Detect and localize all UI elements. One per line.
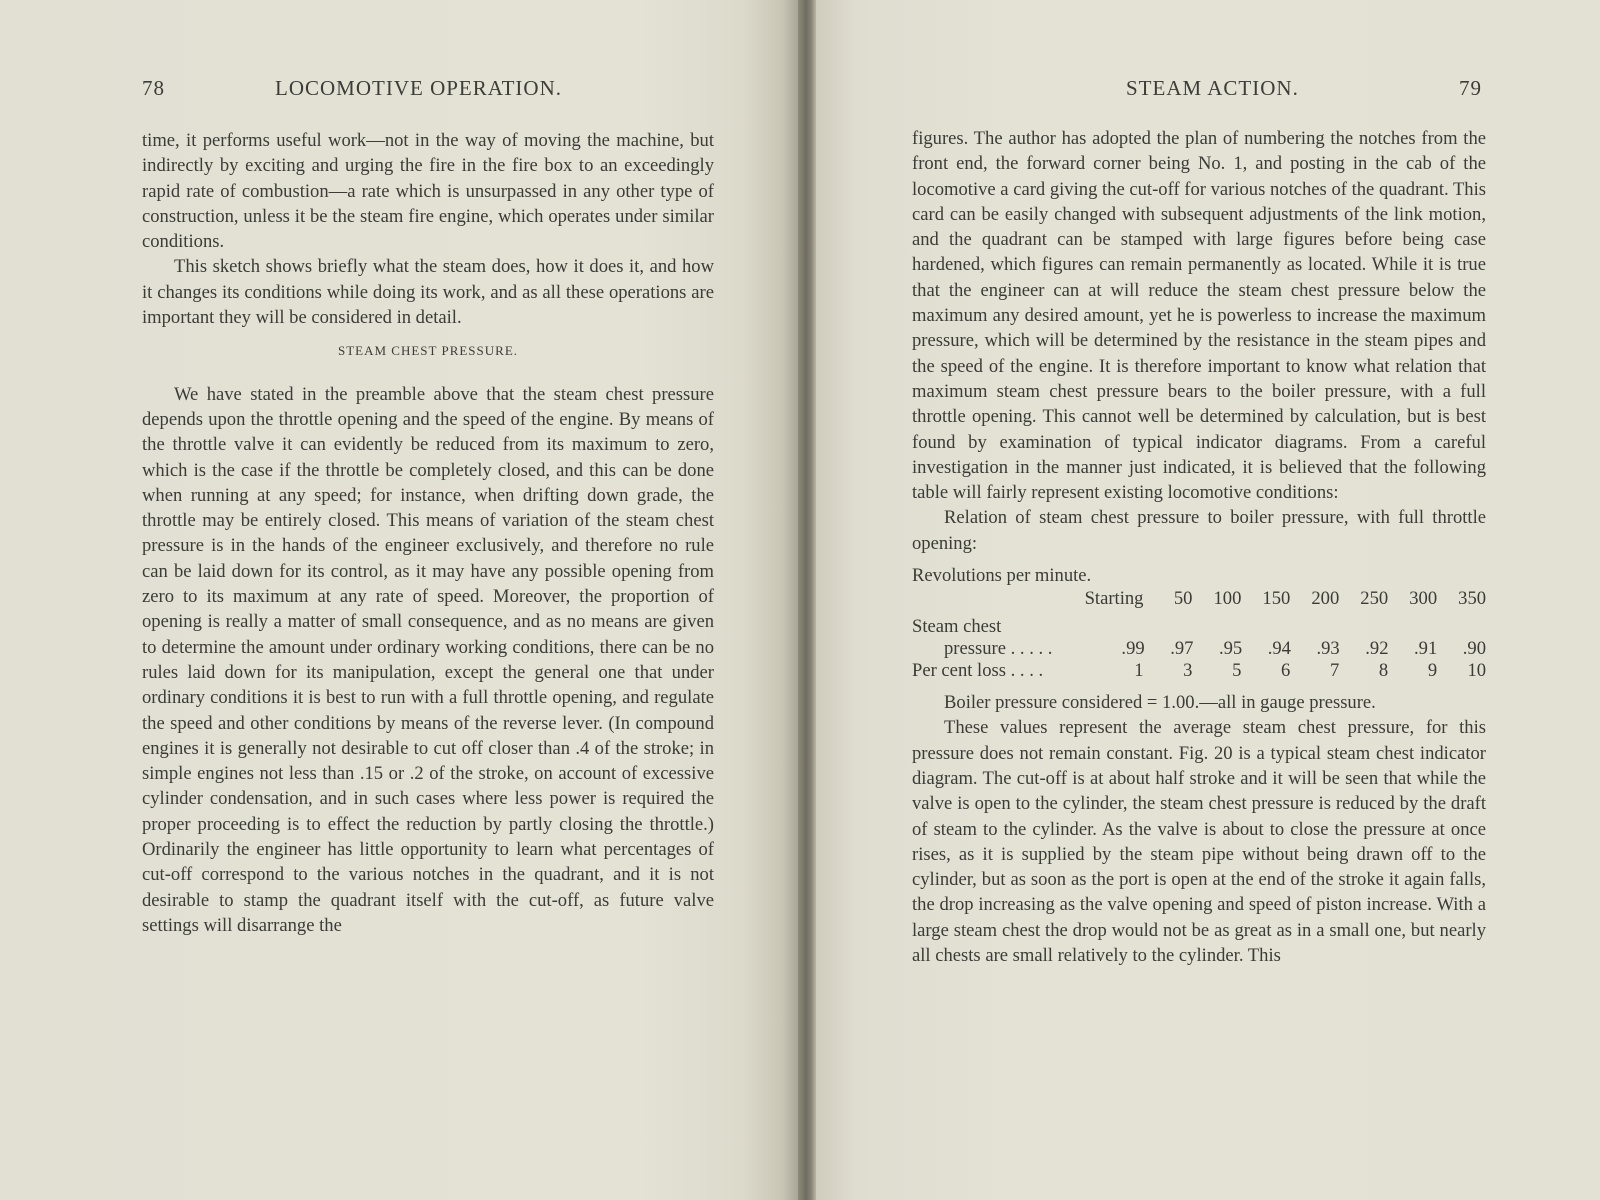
right-page-number: 79	[1459, 76, 1482, 100]
table-cell: 8	[1378, 660, 1389, 682]
right-running-title: STEAM ACTION.	[1126, 76, 1299, 100]
right-body-text	[912, 126, 1486, 968]
table-cell: 6	[1281, 660, 1291, 682]
row-label: Per cent loss . . . .	[912, 660, 1044, 682]
paragraph: figures. The author has adopted the plan of numbering the notches from the front end, the forward corner being No. 1, and posting in the cab of the locomotive a card giving the cut-off for various notches of the quadrant. This card can be easily changed with subsequent adjustments of the link motion, and the quadrant can be stamped with large figures before being case hardened, which figures can remain permanently as located. While it is true that the engineer can at will reduce the steam chest pressure below the maximum any desired amount, yet he is powerless to increase the maximum pressure, which will be determined by the resistance in the steam pipes and the speed of the engine. It is therefore important to know what relation that maximum steam chest pressure bears to the boiler pressure, with a full throttle opening. This cannot well be determined by calculation, but is best found by examination of typical indicator diagrams. From a careful investigation in the manner just indicated, it is believed that the following table will fairly represent existing locomotive conditions:	[912, 128, 1487, 504]
table-header-cell: 350	[1458, 588, 1487, 610]
table-header-cell: 150	[1262, 588, 1291, 610]
table-cell: .97	[1170, 638, 1194, 660]
paragraph: We have stated in the preamble above that the steam chest pressure depends upon the throttle opening and the speed of the engine. By means of the throttle valve it can evidently be reduced from its maximum to zero, which is the case if the throttle be completely closed, and this can be done when running at any speed; for instance, when drifting down grade, the throttle may be entirely closed. This means of variation of the steam chest pressure is in the hands of the engineer exclusively, and therefore no rule can be laid down for its control, as it may have any possible opening from zero to its maximum at any rate of speed. Moreover, the proportion of opening is really a matter of small consequence, and as no means are given to determine the amount under ordinary working conditions, there can be no rules laid down for its manipulation, except the general one that under ordinary conditions it is best to run with a full throttle opening, and regulate the speed and other conditions by means of the reverse lever. (In compound engines it is generally not desirable to cut off closer than .4 of the stroke; in simple engines not less than .15 or .2 of the stroke, on account of excessive cylinder condensation, and in such cases where less power is required the proper proceeding is to effect the reduction by partly closing the throttle.) Ordinarily the engineer has little opportunity to learn what percentages of cut-off correspond to the various notches in the quadrant, and it is not desirable to stamp the quadrant itself with the cut-off, as future valve settings will disarrange the	[142, 383, 714, 936]
table-header-cell: Starting	[1084, 588, 1144, 610]
table-cell: .91	[1414, 638, 1438, 660]
row-label: pressure . . . . .	[944, 638, 1053, 660]
table-cell: 7	[1329, 660, 1340, 682]
table-header-cell: 200	[1311, 588, 1340, 610]
left-page-number: 78	[142, 76, 165, 100]
table-row-label	[912, 616, 1486, 638]
table-cell: 3	[1183, 660, 1193, 682]
section-subheading: STEAM CHEST PRESSURE.	[337, 343, 519, 359]
table-cell: .94	[1267, 638, 1291, 660]
table-title: Revolutions per minute.	[912, 565, 1092, 587]
table-cell: 5	[1232, 660, 1242, 682]
table-row	[912, 638, 1486, 660]
left-body-text	[142, 128, 714, 938]
book-gutter	[798, 0, 816, 1200]
pressure-table	[912, 564, 1486, 682]
paragraph: Relation of steam chest pressure to boiler pressure, with full throttle opening:	[912, 507, 1486, 554]
table-cell: .90	[1462, 638, 1487, 660]
table-cell: 9	[1427, 660, 1438, 682]
table-cell: .95	[1218, 638, 1243, 660]
after-table-text	[912, 690, 1486, 968]
paragraph: time, it performs useful work—not in the way of moving the machine, but indirectly by exciting and urging the fire in the fire box to an exceedingly rapid rate of combustion—a rate which is unsurpassed in any other type of construction, unless it be the steam fire engine, which operates under similar conditions.	[142, 130, 714, 253]
paragraph: This sketch shows briefly what the steam does, how it does it, and how it changes its conditions while doing its work, and as all these operations are important they will be considered in detail.	[142, 256, 714, 329]
table-cell: .93	[1316, 638, 1340, 660]
table-cell: 1	[1134, 660, 1144, 682]
table-header-cell: 100	[1213, 588, 1242, 610]
left-page	[0, 0, 798, 1200]
table-header-cell: 250	[1360, 588, 1389, 610]
paragraph: Boiler pressure considered = 1.00.—all in gauge pressure.	[944, 692, 1376, 714]
table-header-cell: 300	[1409, 588, 1438, 610]
table-header-cell: 50	[1173, 588, 1193, 610]
row-label: Steam chest	[912, 616, 1002, 638]
table-cell: .99	[1121, 638, 1145, 660]
paragraph: These values represent the average steam chest pressure, for this pressure does not remain constant. Fig. 20 is a typical steam chest indicator diagram. The cut-off is at about half stroke and it will be seen that while the valve is open to the cylinder, the steam chest pressure is reduced by the draft of steam to the cylinder. As the valve is about to close the pressure at once rises, as it is supplied by the steam pipe without being drawn off to the cylinder, but as soon as the port is open at the end of the stroke it again falls, the drop increasing as the valve opening and speed of piston increase. With a large steam chest the drop would not be as great as in a small one, but nearly all chests are small relatively to the cylinder. This	[912, 717, 1486, 967]
right-running-head	[912, 76, 1492, 106]
table-header-row	[912, 588, 1486, 610]
left-running-title: LOCOMOTIVE OPERATION.	[275, 76, 562, 100]
table-cell: 10	[1467, 660, 1487, 682]
table-row	[912, 660, 1486, 682]
left-running-head	[142, 76, 712, 106]
table-cell: .92	[1365, 638, 1389, 660]
right-page	[816, 0, 1600, 1200]
